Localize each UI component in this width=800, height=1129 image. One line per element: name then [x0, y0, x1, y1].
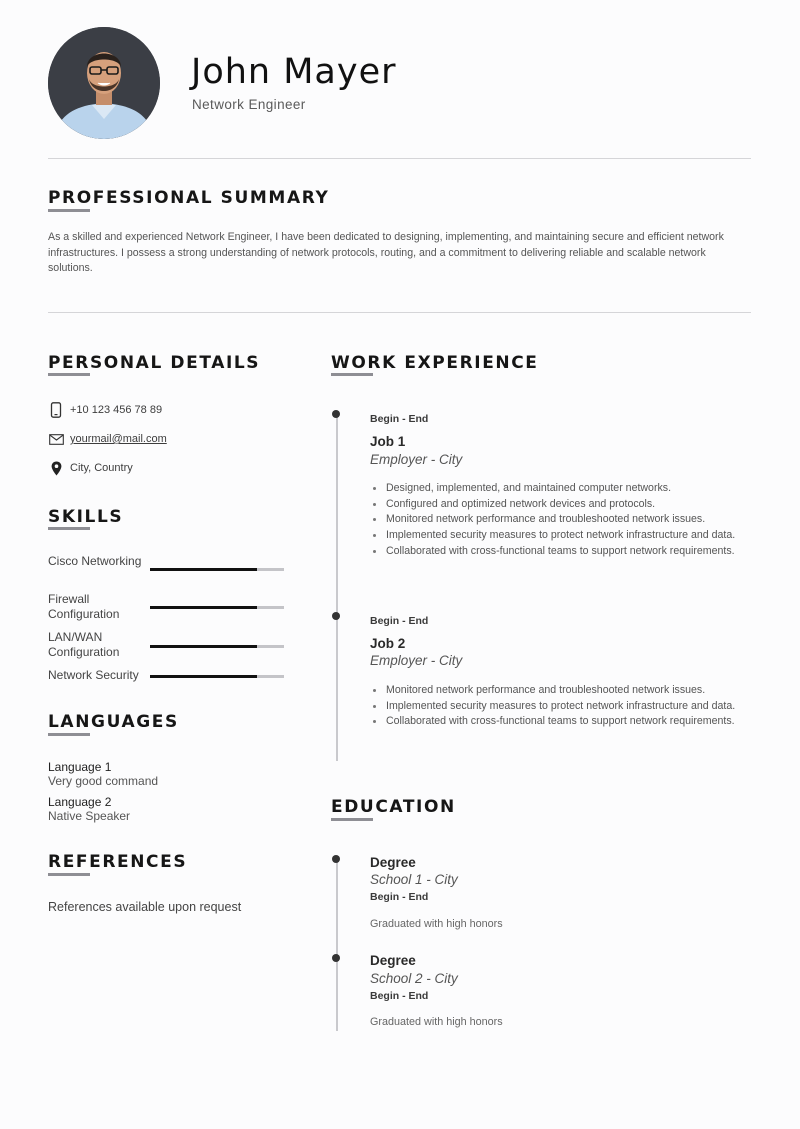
skill-bar-fill	[150, 645, 257, 648]
job-employer: Employer - City	[370, 653, 463, 668]
location-pin-icon	[48, 460, 64, 476]
summary-text: As a skilled and experienced Network Engineer, I have been dedicated to designing, implementing, and maintaining secure and efficient network infrastructures. I possess a strong understanding of network protocols, routing, and a commitment to delivering reliable and scalable network solutions.	[48, 231, 724, 274]
personal-details-heading: PERSONAL DETAILS	[48, 353, 261, 373]
timeline-dot	[332, 612, 340, 620]
skill-bar	[150, 568, 284, 571]
skill-bar	[150, 645, 284, 648]
education-dates: Begin - End	[370, 990, 429, 1002]
mail-icon	[48, 431, 64, 447]
education-note: Graduated with high honors	[370, 918, 503, 930]
timeline-dot	[332, 954, 340, 962]
heading-underline	[331, 373, 373, 376]
languages-heading: LANGUAGES	[48, 712, 179, 732]
timeline-dot	[332, 410, 340, 418]
heading-underline	[48, 527, 90, 530]
skill-bar	[150, 675, 284, 678]
language-level: Very good command	[48, 774, 159, 788]
location-text: City, Country	[70, 462, 133, 474]
skill-label: Cisco Networking	[48, 554, 142, 568]
phone-icon	[48, 402, 64, 418]
skills-heading: SKILLS	[48, 507, 124, 527]
list-item: Collaborated with cross-functional teams to support network requirements.	[386, 714, 751, 730]
location-detail	[48, 460, 133, 476]
list-item: Designed, implemented, and maintained computer networks.	[386, 481, 751, 497]
candidate-name: John Mayer	[191, 52, 397, 92]
language-name: Language 2	[48, 795, 112, 809]
school-name: School 2 - City	[370, 971, 458, 986]
list-item: Monitored network performance and troubleshooted network issues.	[386, 512, 751, 528]
email-detail[interactable]	[48, 431, 167, 447]
degree-title: Degree	[370, 855, 416, 870]
job-dates: Begin - End	[370, 615, 429, 627]
job-responsibilities	[370, 683, 751, 730]
skill-bar-fill	[150, 568, 257, 571]
list-item: Monitored network performance and troubleshooted network issues.	[386, 683, 751, 699]
job-responsibilities	[370, 481, 751, 560]
candidate-role: Network Engineer	[192, 97, 306, 112]
list-item: Implemented security measures to protect network infrastructure and data.	[386, 528, 751, 544]
heading-underline	[48, 209, 90, 212]
profile-photo	[48, 27, 160, 139]
job-employer: Employer - City	[370, 452, 463, 467]
skill-bar-fill	[150, 675, 257, 678]
phone-detail	[48, 402, 162, 418]
references-text: References available upon request	[48, 900, 242, 914]
heading-underline	[48, 873, 90, 876]
list-item: Implemented security measures to protect network infrastructure and data.	[386, 699, 751, 715]
skill-label: Network Security	[48, 668, 139, 682]
education-dates: Begin - End	[370, 891, 429, 903]
email-link[interactable]: yourmail@mail.com	[70, 433, 167, 445]
summary-heading: PROFESSIONAL SUMMARY	[48, 188, 330, 208]
education-note: Graduated with high honors	[370, 1016, 503, 1028]
skill-bar	[150, 606, 284, 609]
phone-number: +10 123 456 78 89	[70, 404, 163, 416]
degree-title: Degree	[370, 953, 416, 968]
heading-underline	[48, 373, 90, 376]
list-item: Configured and optimized network devices and protocols.	[386, 497, 751, 513]
language-level: Native Speaker	[48, 809, 131, 823]
school-name: School 1 - City	[370, 872, 458, 887]
references-heading: REFERENCES	[48, 852, 188, 872]
language-name: Language 1	[48, 760, 112, 774]
skill-label: LAN/WAN Configuration	[48, 630, 120, 659]
heading-underline	[48, 733, 90, 736]
job-title: Job 1	[370, 434, 406, 449]
skill-label: Firewall Configuration	[48, 592, 120, 621]
work-experience-heading: WORK EXPERIENCE	[331, 353, 539, 373]
divider	[48, 312, 751, 313]
job-dates: Begin - End	[370, 413, 429, 425]
timeline-line	[336, 858, 338, 1031]
heading-underline	[331, 818, 373, 821]
timeline-line	[336, 413, 338, 761]
timeline-dot	[332, 855, 340, 863]
skill-bar-fill	[150, 606, 257, 609]
list-item: Collaborated with cross-functional teams to support network requirements.	[386, 544, 751, 560]
divider	[48, 158, 751, 159]
avatar	[48, 27, 160, 139]
education-heading: EDUCATION	[331, 797, 456, 817]
job-title: Job 2	[370, 636, 406, 651]
